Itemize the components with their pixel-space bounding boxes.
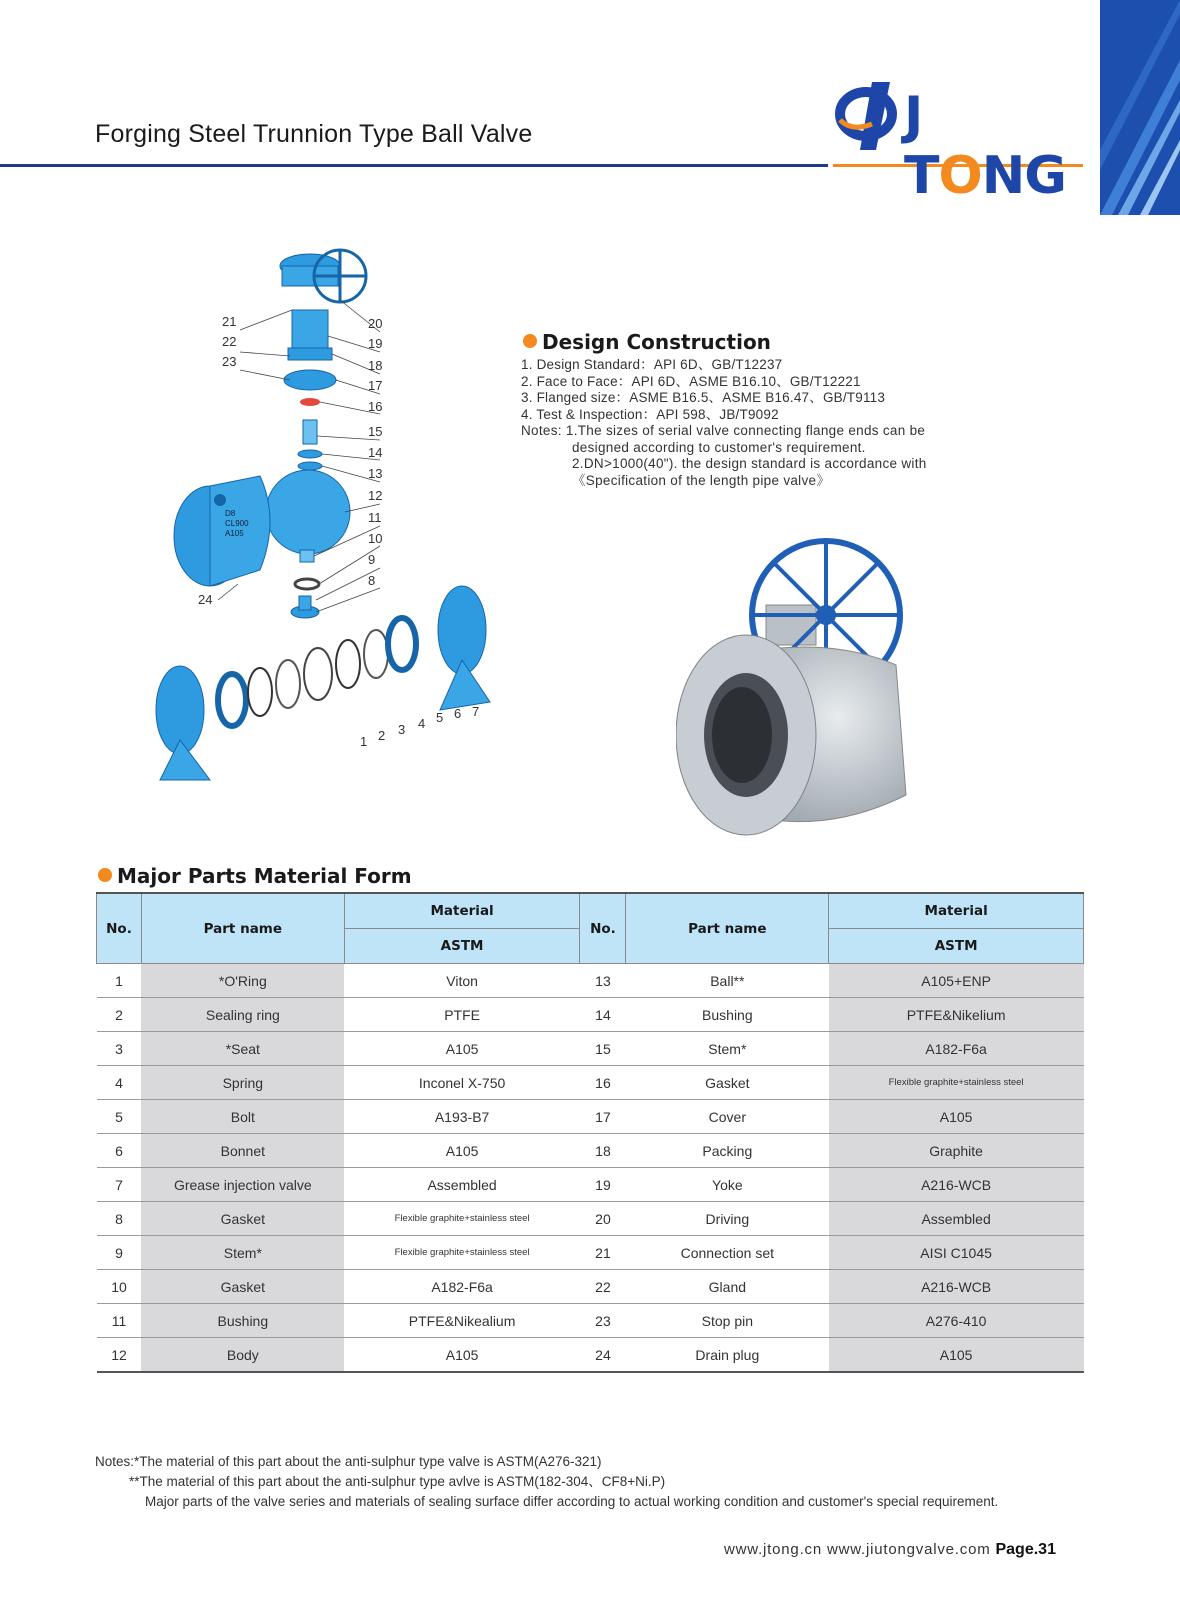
part-number-cell: 6 [97, 1134, 142, 1168]
valve-product-image [676, 535, 936, 855]
callout-11: 11 [368, 510, 382, 525]
table-row [97, 1338, 1084, 1373]
part-number-cell: 9 [97, 1236, 142, 1270]
material-cell: A182-F6a [829, 1032, 1084, 1066]
col-header-astm: ASTM [829, 929, 1084, 964]
callout-10: 10 [368, 531, 383, 546]
material-cell: A105 [344, 1032, 580, 1066]
brand-mark-icon [832, 72, 902, 152]
part-number-cell: 16 [580, 1066, 626, 1100]
material-cell: A105+ENP [829, 964, 1084, 998]
bullet-dot-icon [523, 334, 537, 348]
material-cell: A216-WCB [829, 1168, 1084, 1202]
table-row [97, 964, 1084, 998]
design-item: 4. Test & Inspection：API 598、JB/T9092 [521, 406, 779, 422]
material-cell: A105 [829, 1100, 1084, 1134]
part-name-cell: Cover [626, 1100, 829, 1134]
material-cell: A105 [344, 1338, 580, 1373]
part-name-cell: Gasket [141, 1202, 344, 1236]
page-number: Page.31 [995, 1541, 1056, 1558]
callout-17: 17 [368, 378, 383, 393]
design-construction-heading: Design Construction [523, 330, 771, 354]
material-cell: A105 [344, 1134, 580, 1168]
part-name-cell: Driving [626, 1202, 829, 1236]
part-name-cell: Yoke [626, 1168, 829, 1202]
callout-12: 12 [368, 488, 383, 503]
part-name-cell: Bushing [141, 1304, 344, 1338]
part-name-cell: Gland [626, 1270, 829, 1304]
material-cell: A193-B7 [344, 1100, 580, 1134]
parts-material-table [96, 892, 1084, 1373]
bullet-dot-icon [98, 868, 112, 882]
part-name-cell: Bonnet [141, 1134, 344, 1168]
design-item: 1. Design Standard：API 6D、GB/T12237 [521, 357, 783, 372]
material-cell: Inconel X-750 [344, 1066, 580, 1100]
part-name-cell: Packing [626, 1134, 829, 1168]
callout-20: 20 [368, 316, 383, 331]
part-number-cell: 14 [580, 998, 626, 1032]
callout-9: 9 [368, 552, 376, 567]
material-cell: A182-F6a [344, 1270, 580, 1304]
part-number-cell: 15 [580, 1032, 626, 1066]
footnote: Major parts of the valve series and materials of sealing surface differ according to actual working condition and customer's special requirement. [145, 1494, 999, 1509]
page-footer [724, 1541, 1056, 1559]
design-standards-list [521, 357, 885, 423]
part-name-cell: Gasket [626, 1066, 829, 1100]
part-name-cell: *Seat [141, 1032, 344, 1066]
material-cell: Flexible graphite+stainless steel [344, 1236, 580, 1270]
material-cell: PTFE&Nikealium [344, 1304, 580, 1338]
callout-16: 16 [368, 399, 383, 414]
callout-3: 3 [398, 722, 406, 737]
material-cell: A105 [829, 1338, 1084, 1373]
material-cell: AISI C1045 [829, 1236, 1084, 1270]
exploded-view-diagram [140, 240, 520, 800]
callout-15: 15 [368, 424, 383, 439]
material-cell: Assembled [829, 1202, 1084, 1236]
part-number-cell: 19 [580, 1168, 626, 1202]
col-header-no: No. [580, 893, 626, 964]
part-number-cell: 10 [97, 1270, 142, 1304]
design-note: 《Specification of the length pipe valve》 [572, 472, 831, 488]
table-row [97, 1032, 1084, 1066]
part-name-cell: Gasket [141, 1270, 344, 1304]
table-row [97, 1100, 1084, 1134]
footnote: **The material of this part about the anti-sulphur type avlve is ASTM(182-304、CF8+Ni.P) [129, 1474, 666, 1489]
part-number-cell: 21 [580, 1236, 626, 1270]
brand-name: J TONG [904, 86, 1066, 206]
table-row [97, 1270, 1084, 1304]
design-note: 1.The sizes of serial valve connecting flange ends can be [565, 423, 926, 438]
material-cell: Assembled [344, 1168, 580, 1202]
footnotes [95, 1452, 1095, 1512]
table-row [97, 1304, 1084, 1338]
part-name-cell: Spring [141, 1066, 344, 1100]
material-cell: Flexible graphite+stainless steel [344, 1202, 580, 1236]
notes-label: Notes: [521, 423, 562, 438]
part-number-cell: 12 [97, 1338, 142, 1373]
callout-7: 7 [472, 704, 480, 719]
col-header-astm: ASTM [344, 929, 580, 964]
major-parts-heading: Major Parts Material Form [98, 864, 412, 888]
design-note: 2.DN>1000(40"). the design standard is accordance with [572, 456, 927, 471]
part-number-cell: 11 [97, 1304, 142, 1338]
design-item: 3. Flanged size：ASME B16.5、ASME B16.47、GB/T9113 [521, 390, 886, 405]
part-number-cell: 13 [580, 964, 626, 998]
material-cell: Graphite [829, 1134, 1084, 1168]
part-name-cell: Grease injection valve [141, 1168, 344, 1202]
callout-23: 23 [222, 354, 237, 369]
part-number-cell: 7 [97, 1168, 142, 1202]
part-number-cell: 17 [580, 1100, 626, 1134]
col-header-part-name: Part name [626, 893, 829, 964]
part-name-cell: Drain plug [626, 1338, 829, 1373]
corner-decoration [1100, 0, 1180, 215]
table-row [97, 1134, 1084, 1168]
page-title: Forging Steel Trunnion Type Ball Valve [95, 120, 533, 148]
col-header-material: Material [829, 893, 1084, 929]
material-cell: PTFE&Nikelium [829, 998, 1084, 1032]
material-cell: A216-WCB [829, 1270, 1084, 1304]
material-cell: Flexible graphite+stainless steel [829, 1066, 1084, 1100]
callout-1: 1 [360, 734, 368, 749]
table-row [97, 1066, 1084, 1100]
part-name-cell: Connection set [626, 1236, 829, 1270]
part-number-cell: 3 [97, 1032, 142, 1066]
part-name-cell: Bolt [141, 1100, 344, 1134]
part-number-cell: 23 [580, 1304, 626, 1338]
part-name-cell: Ball** [626, 964, 829, 998]
callout-14: 14 [368, 445, 383, 460]
col-header-no: No. [97, 893, 142, 964]
design-notes [521, 423, 1001, 489]
material-cell: A276-410 [829, 1304, 1084, 1338]
material-cell: Viton [344, 964, 580, 998]
part-number-cell: 18 [580, 1134, 626, 1168]
callout-19: 19 [368, 336, 383, 351]
part-name-cell: Stop pin [626, 1304, 829, 1338]
part-number-cell: 5 [97, 1100, 142, 1134]
part-name-cell: Sealing ring [141, 998, 344, 1032]
part-number-cell: 1 [97, 964, 142, 998]
part-number-cell: 24 [580, 1338, 626, 1373]
callout-18: 18 [368, 358, 383, 373]
col-header-part-name: Part name [141, 893, 344, 964]
body-mark-2: CL900 [225, 519, 249, 528]
footnote: Notes:*The material of this part about the anti-sulphur type valve is ASTM(A276-321) [95, 1454, 602, 1469]
table-row [97, 1236, 1084, 1270]
callout-2: 2 [378, 728, 386, 743]
callout-6: 6 [454, 706, 462, 721]
design-note: designed according to customer's requirement. [572, 439, 866, 455]
part-number-cell: 20 [580, 1202, 626, 1236]
callout-5: 5 [436, 710, 444, 725]
part-name-cell: Stem* [626, 1032, 829, 1066]
col-header-material: Material [344, 893, 580, 929]
callout-24: 24 [198, 592, 213, 607]
design-item: 2. Face to Face：API 6D、ASME B16.10、GB/T12221 [521, 373, 861, 389]
part-number-cell: 2 [97, 998, 142, 1032]
callout-21: 21 [222, 314, 237, 329]
body-mark-3: A105 [225, 529, 244, 538]
table-row [97, 1168, 1084, 1202]
header-rule [0, 164, 828, 167]
part-number-cell: 8 [97, 1202, 142, 1236]
callout-13: 13 [368, 466, 383, 481]
part-name-cell: Stem* [141, 1236, 344, 1270]
part-name-cell: Bushing [626, 998, 829, 1032]
part-number-cell: 4 [97, 1066, 142, 1100]
parts-table-body [97, 964, 1084, 1373]
callout-22: 22 [222, 334, 237, 349]
part-name-cell: *O'Ring [141, 964, 344, 998]
callout-8: 8 [368, 573, 376, 588]
callout-4: 4 [418, 716, 426, 731]
part-number-cell: 22 [580, 1270, 626, 1304]
body-mark-1: D8 [225, 509, 236, 518]
table-row [97, 1202, 1084, 1236]
brand-logo [832, 72, 1082, 206]
website-links[interactable]: www.jtong.cn www.jiutongvalve.com [724, 1541, 991, 1558]
table-row [97, 998, 1084, 1032]
material-cell: PTFE [344, 998, 580, 1032]
part-name-cell: Body [141, 1338, 344, 1373]
